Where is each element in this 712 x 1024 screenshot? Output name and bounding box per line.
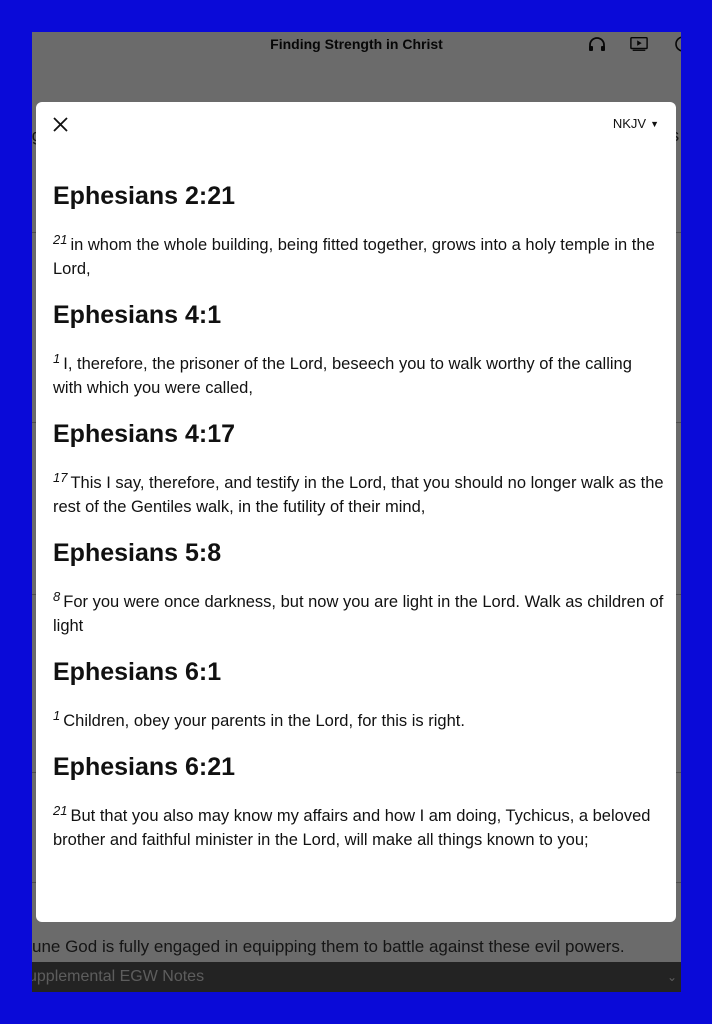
verse-text: [53, 704, 665, 733]
verse-reference: Ephesians 4:1: [53, 301, 222, 329]
close-icon[interactable]: [50, 114, 70, 134]
caret-down-icon: ▼: [650, 118, 659, 129]
version-selector[interactable]: [613, 116, 659, 131]
verse-reference: Ephesians 4:17: [53, 420, 236, 448]
verse-item: [53, 537, 665, 638]
verse-text: [53, 228, 665, 281]
verse-number: 1: [53, 351, 61, 366]
verse-item: [53, 418, 665, 519]
verse-item: [53, 299, 665, 400]
scripture-modal: [36, 102, 676, 922]
verse-text: [53, 347, 665, 400]
verse-number: 21: [53, 803, 68, 818]
verse-item: [53, 656, 665, 733]
verse-body: I, therefore, the prisoner of the Lord, beseech you to walk worthy of the calling with which you were called,: [53, 355, 632, 397]
verse-number: 1: [53, 708, 61, 723]
verse-list: [53, 180, 665, 852]
verse-body: in whom the whole building, being fitted together, grows into a holy temple in the Lord,: [53, 236, 655, 278]
verse-text: [53, 799, 665, 852]
verse-item: [53, 180, 665, 281]
verse-item: [53, 751, 665, 852]
verse-number: 8: [53, 589, 61, 604]
verse-number: 17: [53, 470, 68, 485]
verse-body: Children, obey your parents in the Lord, for this is right.: [63, 712, 465, 730]
verse-number: 21: [53, 232, 68, 247]
verse-body: This I say, therefore, and testify in the Lord, that you should no longer walk as the rest of the Gentiles walk, in the futility of their mind,: [53, 474, 664, 516]
verse-body: For you were once darkness, but now you are light in the Lord. Walk as children of light: [53, 593, 664, 635]
version-label: NKJV: [612, 116, 647, 131]
verse-reference: Ephesians 6:1: [53, 658, 222, 686]
verse-body: But that you also may know my affairs and how I am doing, Tychicus, a beloved brother and faithful minister in the Lord, will make all things known to you;: [53, 807, 651, 849]
verse-text: [53, 466, 665, 519]
verse-reference: Ephesians 6:21: [53, 753, 236, 781]
verse-reference: Ephesians 2:21: [53, 182, 236, 210]
verse-text: [53, 585, 665, 638]
verse-reference: Ephesians 5:8: [53, 539, 222, 567]
